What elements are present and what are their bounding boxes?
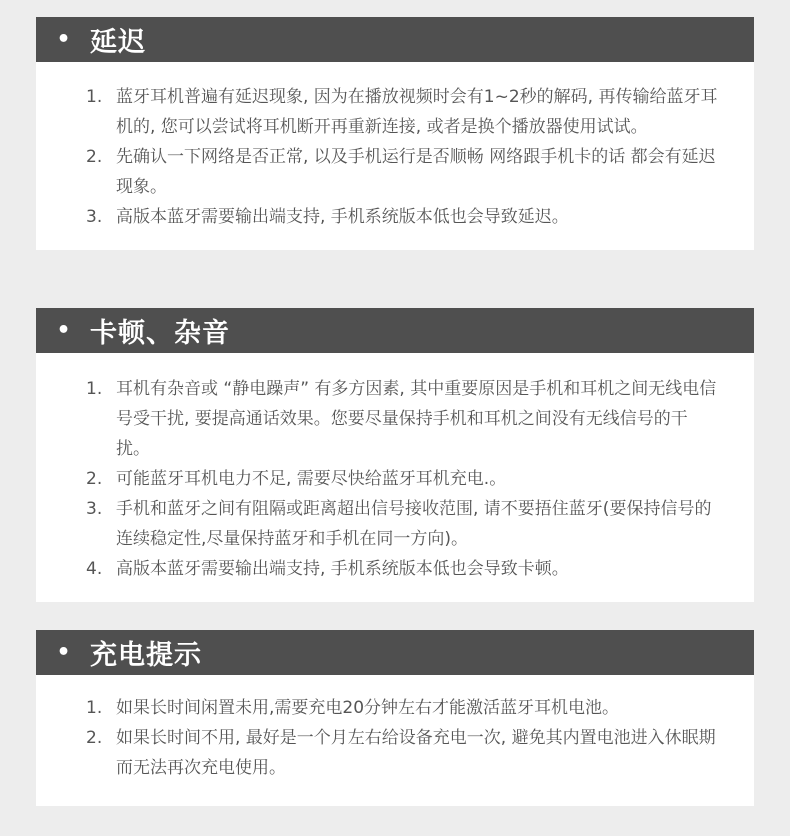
section-header (36, 308, 754, 353)
list-item (36, 202, 754, 232)
section-latency (36, 17, 754, 250)
item-number: 2. (86, 469, 103, 489)
item-number: 2. (86, 147, 103, 167)
section-body (36, 353, 754, 602)
list-item (36, 82, 754, 142)
item-text: 蓝牙耳机普遍有延迟现象, 因为在播放视频时会有1~2秒的解码, 再传输给蓝牙耳机的, 您可以尝试将耳机断开再重新连接, 或者是换个播放器使用试试。 (116, 87, 718, 137)
section-charging-tips (36, 630, 754, 806)
item-number: 1. (86, 87, 103, 107)
section-title: 延迟 (90, 27, 146, 58)
section-title: 充电提示 (90, 640, 202, 671)
bullet-icon: • (56, 640, 72, 665)
list-item (36, 374, 754, 464)
item-number: 1. (86, 379, 103, 399)
bullet-icon: • (56, 27, 72, 52)
item-text: 如果长时间闲置未用,需要充电20分钟左右才能激活蓝牙耳机电池。 (116, 698, 620, 718)
item-text: 如果长时间不用, 最好是一个月左右给设备充电一次, 避免其内置电池进入休眠期而无法再次充电使用。 (116, 728, 716, 778)
item-text: 可能蓝牙耳机电力不足, 需要尽快给蓝牙耳机充电.。 (116, 469, 507, 489)
list-item (36, 464, 754, 494)
section-title: 卡顿、杂音 (90, 318, 230, 349)
item-text: 高版本蓝牙需要输出端支持, 手机系统版本低也会导致卡顿。 (116, 559, 569, 579)
item-number: 2. (86, 728, 103, 748)
item-text: 先确认一下网络是否正常, 以及手机运行是否顺畅 网络跟手机卡的话 都会有延迟现象。 (116, 147, 716, 197)
item-number: 3. (86, 207, 103, 227)
item-text: 手机和蓝牙之间有阻隔或距离超出信号接收范围, 请不要捂住蓝牙(要保持信号的连续稳定性,尽量保持蓝牙和手机在同一方向)。 (116, 499, 712, 549)
bullet-icon: • (56, 318, 72, 343)
item-number: 1. (86, 698, 103, 718)
list-item (36, 723, 754, 783)
list-item (36, 142, 754, 202)
list-item (36, 554, 754, 584)
item-number: 4. (86, 559, 103, 579)
item-text: 耳机有杂音或 “静电躁声” 有多方因素, 其中重要原因是手机和耳机之间无线电信号受干扰, 要提高通话效果。您要尽量保持手机和耳机之间没有无线信号的干扰。 (116, 379, 717, 459)
item-text: 高版本蓝牙需要输出端支持, 手机系统版本低也会导致延迟。 (116, 207, 569, 227)
list-item (36, 693, 754, 723)
section-body (36, 675, 754, 806)
item-number: 3. (86, 499, 103, 519)
section-header (36, 630, 754, 675)
list-item (36, 494, 754, 554)
section-stutter-noise (36, 308, 754, 602)
section-header (36, 17, 754, 62)
section-body (36, 62, 754, 250)
